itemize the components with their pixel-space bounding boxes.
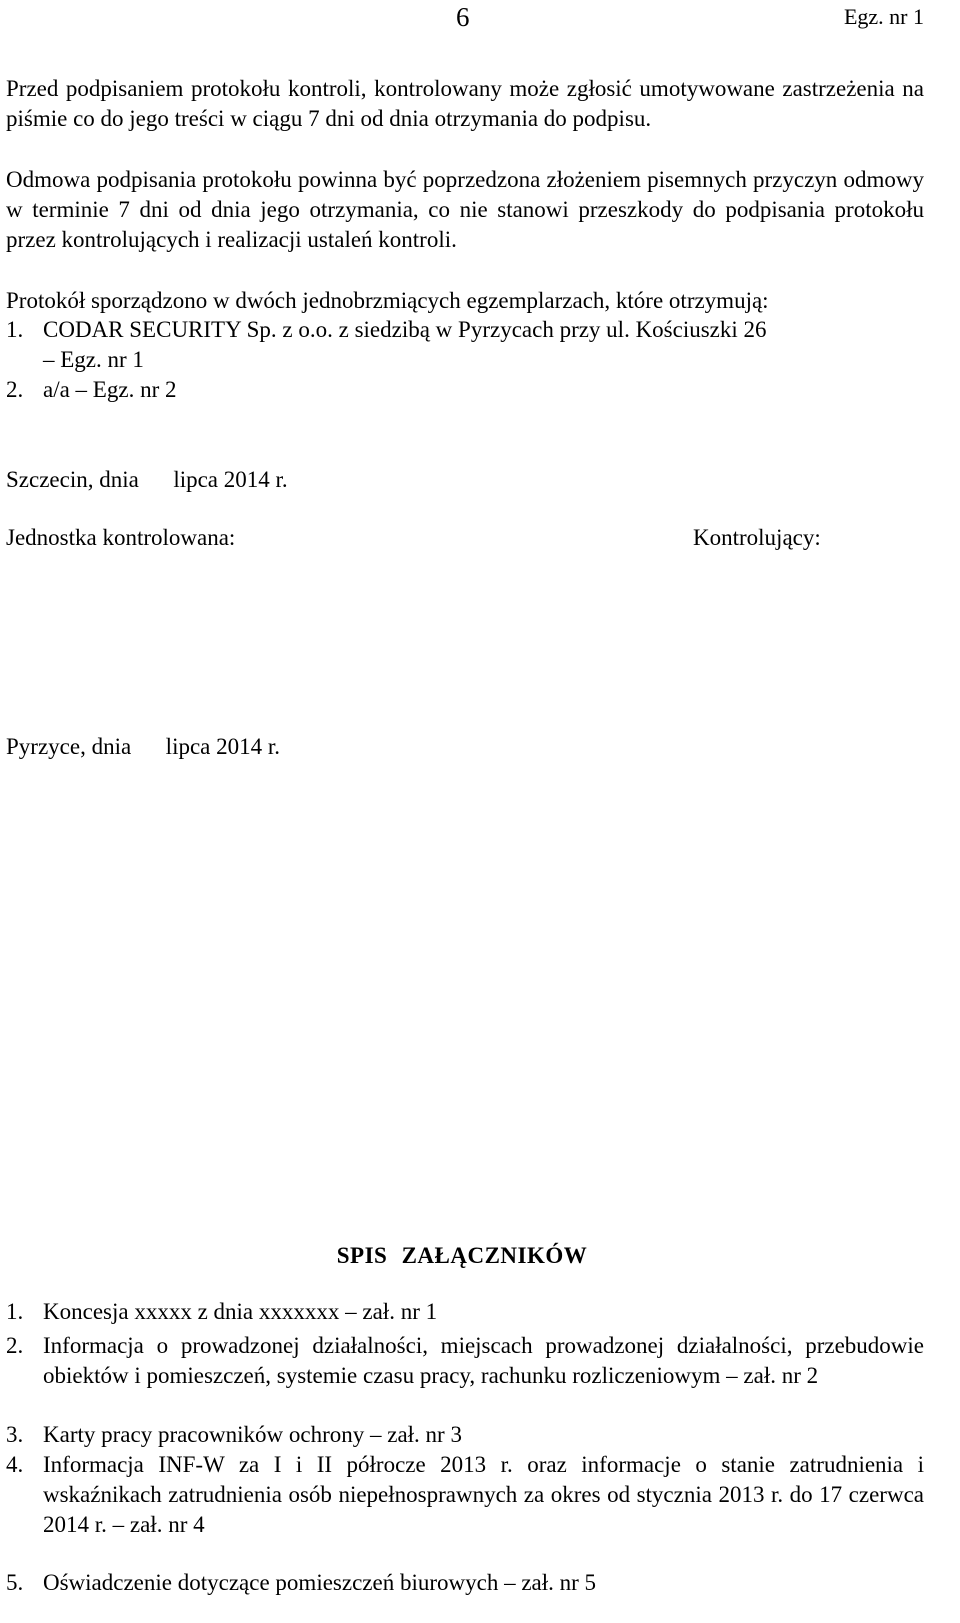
attachment-item [6, 1331, 924, 1391]
attachment-item [6, 1297, 924, 1327]
attachment-item [6, 1450, 924, 1540]
attachments-title: SPIS ZAŁĄCZNIKÓW [336, 1243, 588, 1268]
copy-item-number: 2. [6, 377, 24, 402]
inspectors-label: Kontrolujący: [693, 525, 821, 550]
copy-item-continuation: – Egz. nr 1 [43, 347, 144, 372]
copies-intro: Protokół sporządzono w dwóch jednobrzmiących egzemplarzach, które otrzymują: [6, 288, 769, 313]
attachment-text: Koncesja xxxxx z dnia xxxxxxx – zał. nr 1 [43, 1299, 438, 1324]
attachment-number: 2. [6, 1333, 24, 1358]
refusal-paragraph: Odmowa podpisania protokołu powinna być poprzedzona złożeniem pisemnych przyczyn odmowy w terminie 7 dni od dnia jego otrzymania, co nie stanowi przeszkody do podpisania protokołu przez kontrolujących i realizacji ustaleń kontroli. [6, 167, 924, 252]
copy-item-text: CODAR SECURITY Sp. z o.o. z siedzibą w Pyrzycach przy ul. Kościuszki 26 [43, 317, 767, 342]
copy-item-number: 1. [6, 317, 24, 342]
page-number: 6 [456, 2, 470, 32]
attachment-number: 1. [6, 1299, 24, 1324]
place-date-pyrzyce: Pyrzyce, dnia lipca 2014 r. [6, 734, 281, 759]
attachment-number: 3. [6, 1422, 24, 1447]
reservations-paragraph: Przed podpisaniem protokołu kontroli, kontrolowany może zgłosić umotywowane zastrzeżenia na piśmie co do jego treści w ciągu 7 dni od dnia otrzymania do podpisu. [6, 76, 924, 131]
attachment-number: 5. [6, 1570, 24, 1595]
copy-item [6, 375, 924, 405]
controlled-unit-label: Jednostka kontrolowana: [6, 525, 236, 550]
attachment-number: 4. [6, 1452, 24, 1477]
attachment-text: Karty pracy pracowników ochrony – zał. nr 3 [43, 1422, 462, 1447]
attachments-section [0, 1241, 924, 1271]
copy-item [6, 315, 924, 375]
attachment-text: Informacja o prowadzonej działalności, miejscach prowadzonej działalności, przebudowie obiektów i pomieszczeń, systemie czasu pracy, rachunku rozliczeniowym – zał. nr 2 [43, 1333, 924, 1388]
attachment-text: Informacja INF-W za I i II półrocze 2013 r. oraz informacje o stanie zatrudnienia i wskaźnikach zatrudnienia osób niepełnosprawnych za okres od stycznia 2013 r. do 17 czerwca 2014 r. – zał. nr 4 [43, 1452, 924, 1537]
place-date-szczecin: Szczecin, dnia lipca 2014 r. [6, 467, 288, 492]
attachment-item [6, 1420, 924, 1450]
copy-label: Egz. nr 1 [843, 4, 924, 29]
attachment-item [6, 1568, 924, 1598]
copy-item-text: a/a – Egz. nr 2 [43, 377, 177, 402]
attachment-text: Oświadczenie dotyczące pomieszczeń biurowych – zał. nr 5 [43, 1570, 597, 1595]
